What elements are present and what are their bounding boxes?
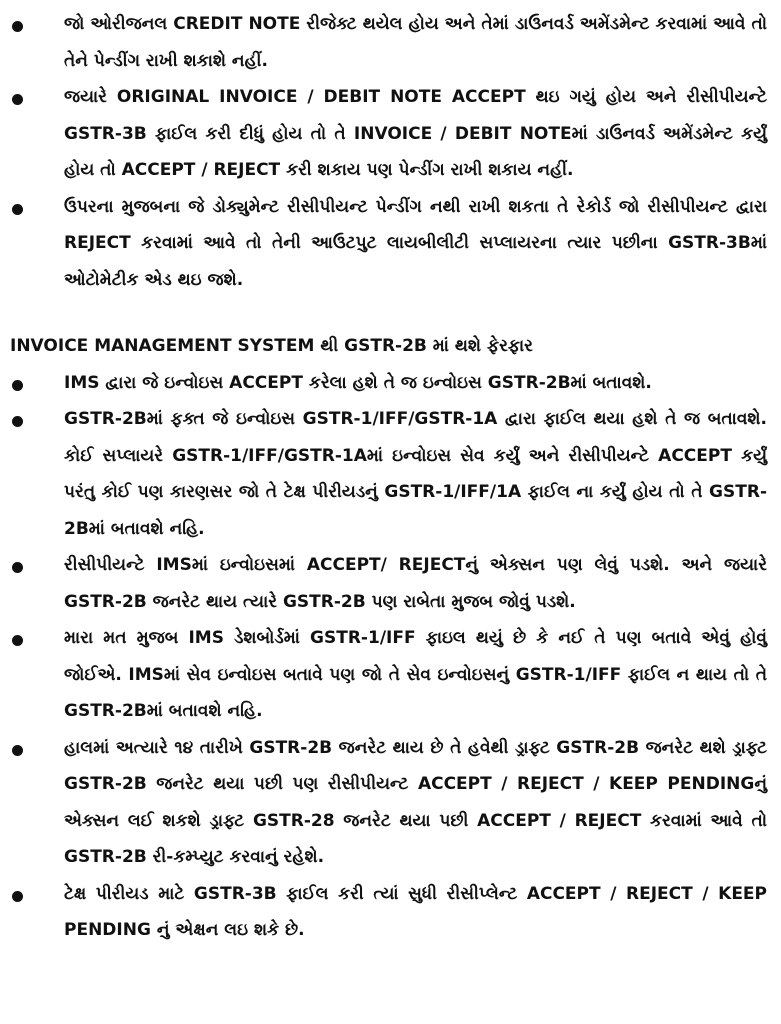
list-item	[10, 79, 767, 189]
bullet-text: ટેક્ષ પીરીયડ માટે GSTR-3B ફાઈલ કરી ત્યાં સુધી રીસીપ્લેન્ટ ACCEPT / REJECT / KEEP PENDING નું એક્ષન લઇ શકે છે.	[64, 883, 767, 940]
list-item	[10, 365, 767, 402]
list-item	[10, 189, 767, 299]
bullet-icon	[12, 94, 23, 105]
list-item	[10, 401, 767, 547]
list-item	[10, 547, 767, 620]
list-item	[10, 876, 767, 949]
bullet-icon	[12, 204, 23, 215]
section2-list	[10, 365, 767, 949]
section-heading: INVOICE MANAGEMENT SYSTEM થી GSTR-2B માં થશે ફેરફાર	[10, 336, 533, 356]
bullet-icon	[12, 635, 23, 646]
list-item	[10, 6, 767, 79]
bullet-icon	[12, 562, 23, 573]
bullet-icon	[12, 745, 23, 756]
bullet-icon	[12, 891, 23, 902]
list-item	[10, 620, 767, 730]
section1-list	[10, 6, 767, 298]
bullet-icon	[12, 380, 23, 391]
bullet-text: મારા મત મુજબ IMS ડેશબોર્ડમાં GSTR-1/IFF ફાઇલ થયું છે કે નઈ તે પણ બતાવે એવું હોવું જોઈએ. IMSમાં સેવ ઇન્વોઇસ બતાવે પણ જો તે સેવ ઇન્વોઇસનું GSTR-1/IFF ફાઈલ ન થાય તો તે GSTR-2Bમાં બતાવશે નહિ.	[64, 628, 767, 721]
bullet-text: રીસીપીયન્ટે IMSમાં ઇન્વોઇસમાં ACCEPT/ REJECTનું એક્સન પણ લેવું પડશે. અને જયારે GSTR-2B જનરેટ થાય ત્યારે GSTR-2B પણ રાબેતા મુજબ જોવું પડશે.	[64, 555, 767, 612]
bullet-text: IMS દ્વારા જે ઇન્વોઇસ ACCEPT કરેલા હશે તે જ ઇન્વોઇસ GSTR-2Bમાં બતાવશે.	[64, 372, 652, 393]
bullet-text: હાલમાં અત્યારે ૧૪ તારીખે GSTR-2B જનરેટ થાય છે તે હવેથી ડ્રાફ્ટ GSTR-2B જનરેટ થશે ડ્રાફ્ટ GSTR-2B જનરેટ થયા પછી પણ રીસીપીયન્ટ ACCEPT / REJECT / KEEP PENDINGનું એક્સન લઈ શકશે ડ્રાફ્ટ GSTR-28 જનરેટ થયા પછી ACCEPT / REJECT કરવામાં આવે તો GSTR-2B રી-કમ્પ્યુટ કરવાનું રહેશે.	[64, 737, 767, 867]
bullet-text: જો ઓરીજનલ CREDIT NOTE રીજેક્ટ થયેલ હોય અને તેમાં ડાઉનવર્ડ અમેંડમેન્ટ કરવામાં આવે તો તેને પેન્ડીંગ રાખી શકાશે નહીં.	[64, 14, 767, 71]
bullet-text: ઉપરના મુજબના જે ડોક્યુમેન્ટ રીસીપીયન્ટ પેન્ડીંગ નથી રાખી શકતા તે રેકોર્ડ જો રીસીપીયન્ટ દ્વારા REJECT કરવામાં આવે તો તેની આઉટપુટ લાયબીલીટી સપ્લાયરના ત્યાર પછીના GSTR-3Bમાં ઓટોમેટીક એડ થઇ જશે.	[64, 196, 767, 290]
list-item	[10, 730, 767, 876]
bullet-icon	[12, 416, 23, 427]
bullet-text: જયારે ORIGINAL INVOICE / DEBIT NOTE ACCEPT થઇ ગયું હોય અને રીસીપીયન્ટે GSTR-3B ફાઈલ કરી દીધું હોય તો તે INVOICE / DEBIT NOTEમાં ડાઉનવર્ડ અમેંડમેન્ટ કર્યું હોય તો ACCEPT / REJECT કરી શકાય પણ પેન્ડીંગ રાખી શકાય નહીં.	[64, 87, 767, 180]
bullet-icon	[12, 21, 23, 32]
bullet-text: GSTR-2Bમાં ફક્ત જે ઇન્વોઇસ GSTR-1/IFF/GSTR-1A દ્વારા ફાઈલ થયા હશે તે જ બતાવશે. કોઈ સપ્લાયરે GSTR-1/IFF/GSTR-1Aમાં ઇન્વોઇસ સેવ કર્યું અને રીસીપીયન્ટે ACCEPT કર્યું પરંતુ કોઈ પણ કારણસર જો તે ટેક્ષ પીરીયડનું GSTR-1/IFF/1A ફાઈલ ના કર્યું હોય તો તે GSTR-2Bમાં બતાવશે નહિ.	[64, 409, 767, 539]
